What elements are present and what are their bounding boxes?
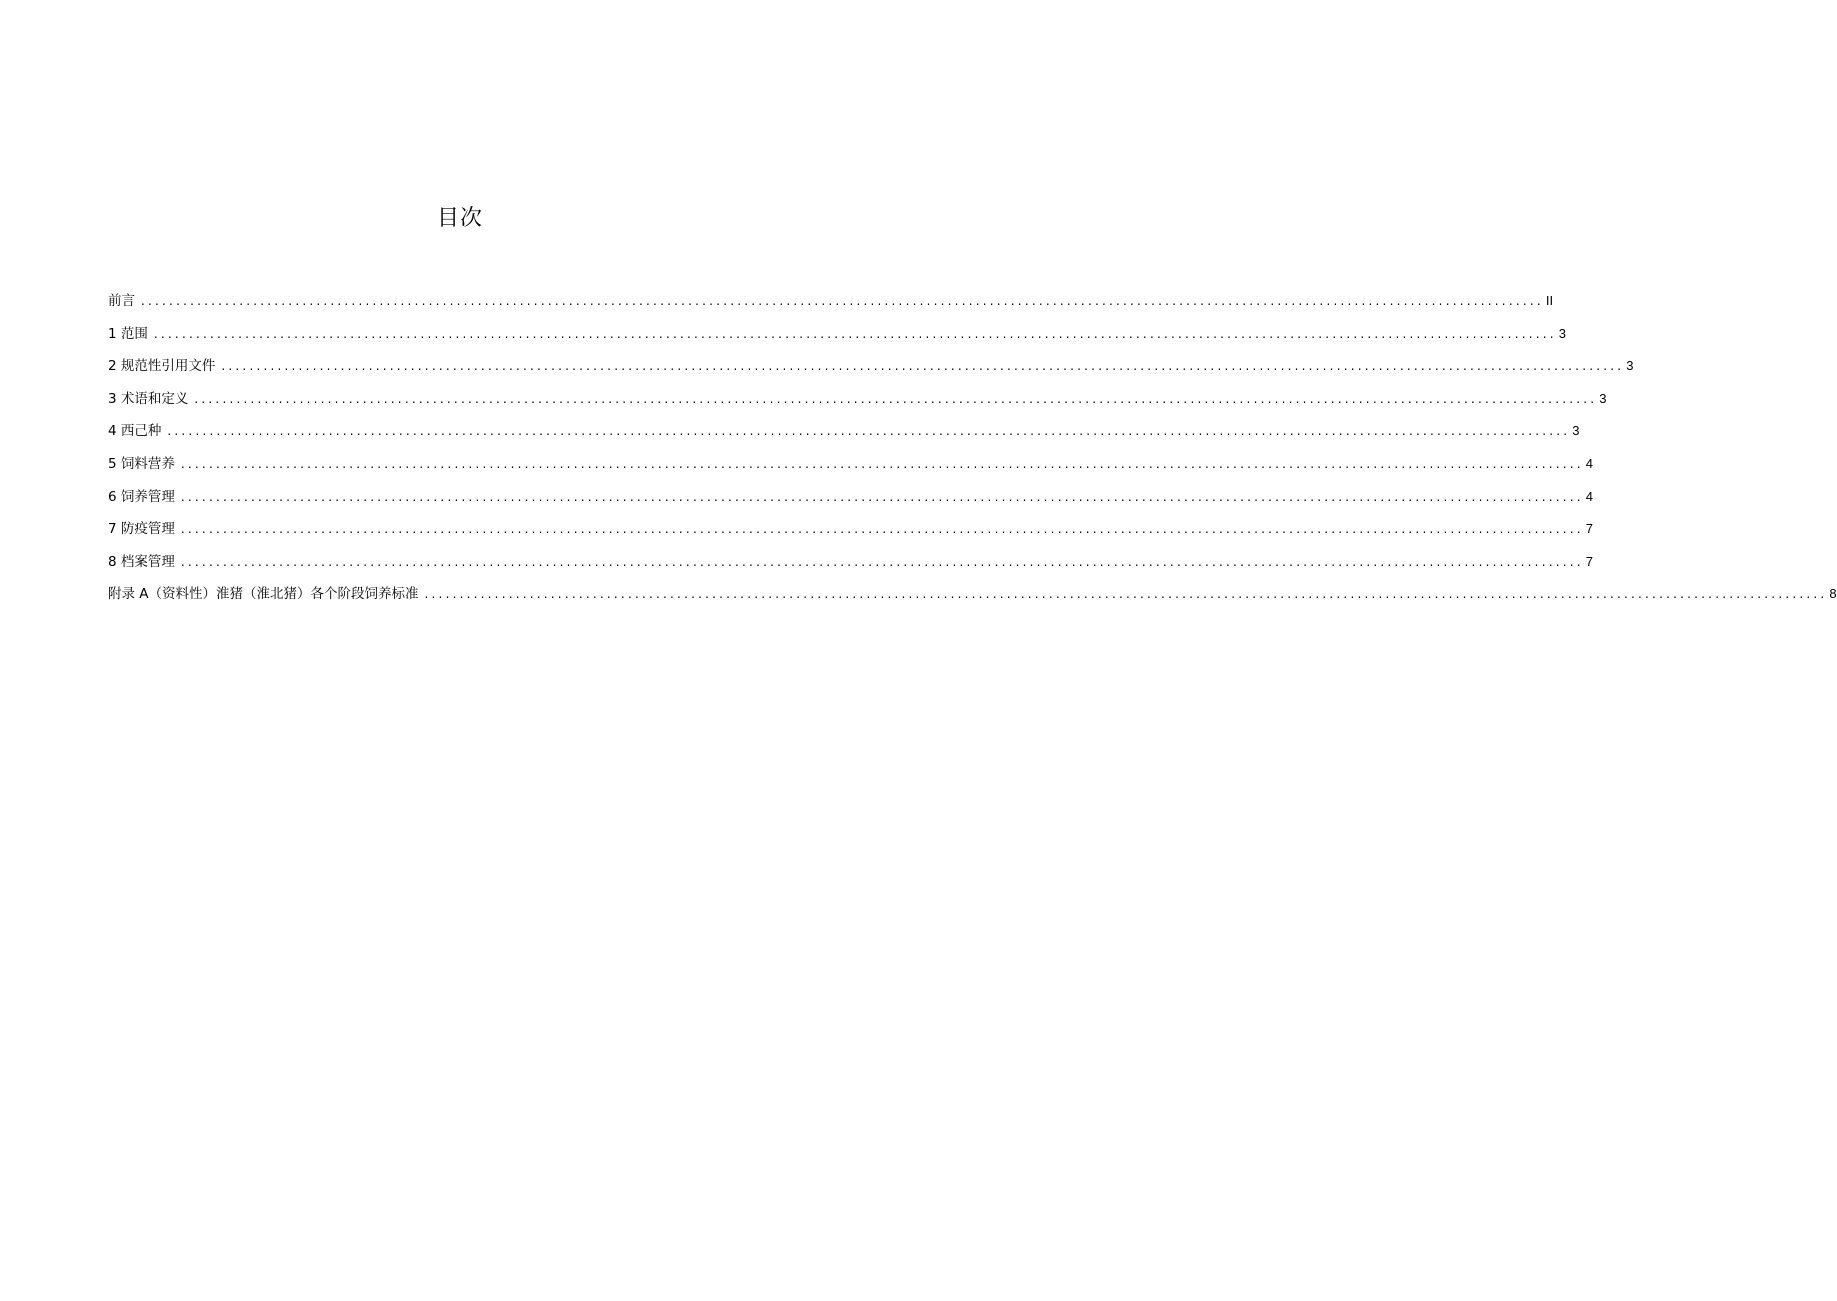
toc-entry-label: 8 档案管理 (108, 553, 175, 570)
table-of-contents (108, 288, 1837, 614)
toc-entry-page: II (1545, 293, 1554, 308)
toc-entry-page: 3 (1599, 390, 1607, 406)
toc-leader-dots: ........................................................................................................................................................................................................ (180, 489, 1584, 504)
toc-entry-page: 7 (1585, 521, 1594, 537)
toc-entry-label: 7 防疫管理 (108, 521, 175, 538)
toc-entry-label: 4 西己种 (108, 423, 162, 440)
toc-entry-label: 附录 A（资料性）淮猪（淮北猪）各个阶段饲养标准 (108, 586, 419, 603)
toc-leader-dots: ........................................................................................................................................................................................................ (180, 554, 1584, 569)
toc-entry-normative-references[interactable] (108, 353, 1634, 386)
toc-entry-page: 3 (1572, 423, 1580, 439)
toc-entry-terms-definitions[interactable] (108, 386, 1607, 419)
toc-leader-dots: ........................................................................................................................................................................................................ (180, 522, 1584, 537)
toc-entry-breeding[interactable] (108, 418, 1580, 451)
toc-entry-label: 2 规范性引用文件 (108, 358, 216, 375)
toc-entry-epidemic-prevention[interactable] (108, 516, 1594, 549)
toc-title: 目次 (436, 206, 483, 231)
toc-leader-dots: ........................................................................................................................................................................................................ (141, 294, 1544, 308)
toc-entry-page: 8 (1829, 586, 1837, 602)
toc-entry-page: 7 (1585, 553, 1594, 569)
toc-entry-page: 4 (1585, 455, 1594, 471)
toc-entry-label: 前言 (108, 293, 135, 309)
toc-entry-feed-nutrition[interactable] (108, 451, 1594, 484)
toc-entry-appendix-a[interactable] (108, 581, 1837, 614)
toc-entry-preface[interactable] (108, 288, 1554, 321)
toc-entry-page: 4 (1585, 488, 1594, 504)
toc-leader-dots: ........................................................................................................................................................................................................ (153, 326, 1557, 341)
toc-entry-label: 3 术语和定义 (108, 390, 189, 407)
toc-leader-dots: ........................................................................................................................................................................................................ (194, 391, 1598, 406)
toc-entry-label: 1 范围 (108, 325, 148, 342)
toc-leader-dots: ........................................................................................................................................................................................................ (180, 456, 1584, 471)
toc-entry-records-management[interactable] (108, 549, 1594, 582)
toc-entry-label: 6 饲养管理 (108, 488, 175, 505)
toc-entry-page: 3 (1626, 358, 1634, 374)
toc-entry-label: 5 饲料营养 (108, 455, 175, 472)
toc-entry-page: 3 (1558, 325, 1567, 341)
toc-leader-dots: ........................................................................................................................................................................................................ (167, 424, 1571, 439)
toc-leader-dots: ........................................................................................................................................................................................................ (221, 359, 1625, 374)
toc-leader-dots: ........................................................................................................................................................................................................ (424, 587, 1828, 602)
toc-entry-scope[interactable] (108, 321, 1567, 354)
toc-entry-feeding-management[interactable] (108, 484, 1594, 517)
